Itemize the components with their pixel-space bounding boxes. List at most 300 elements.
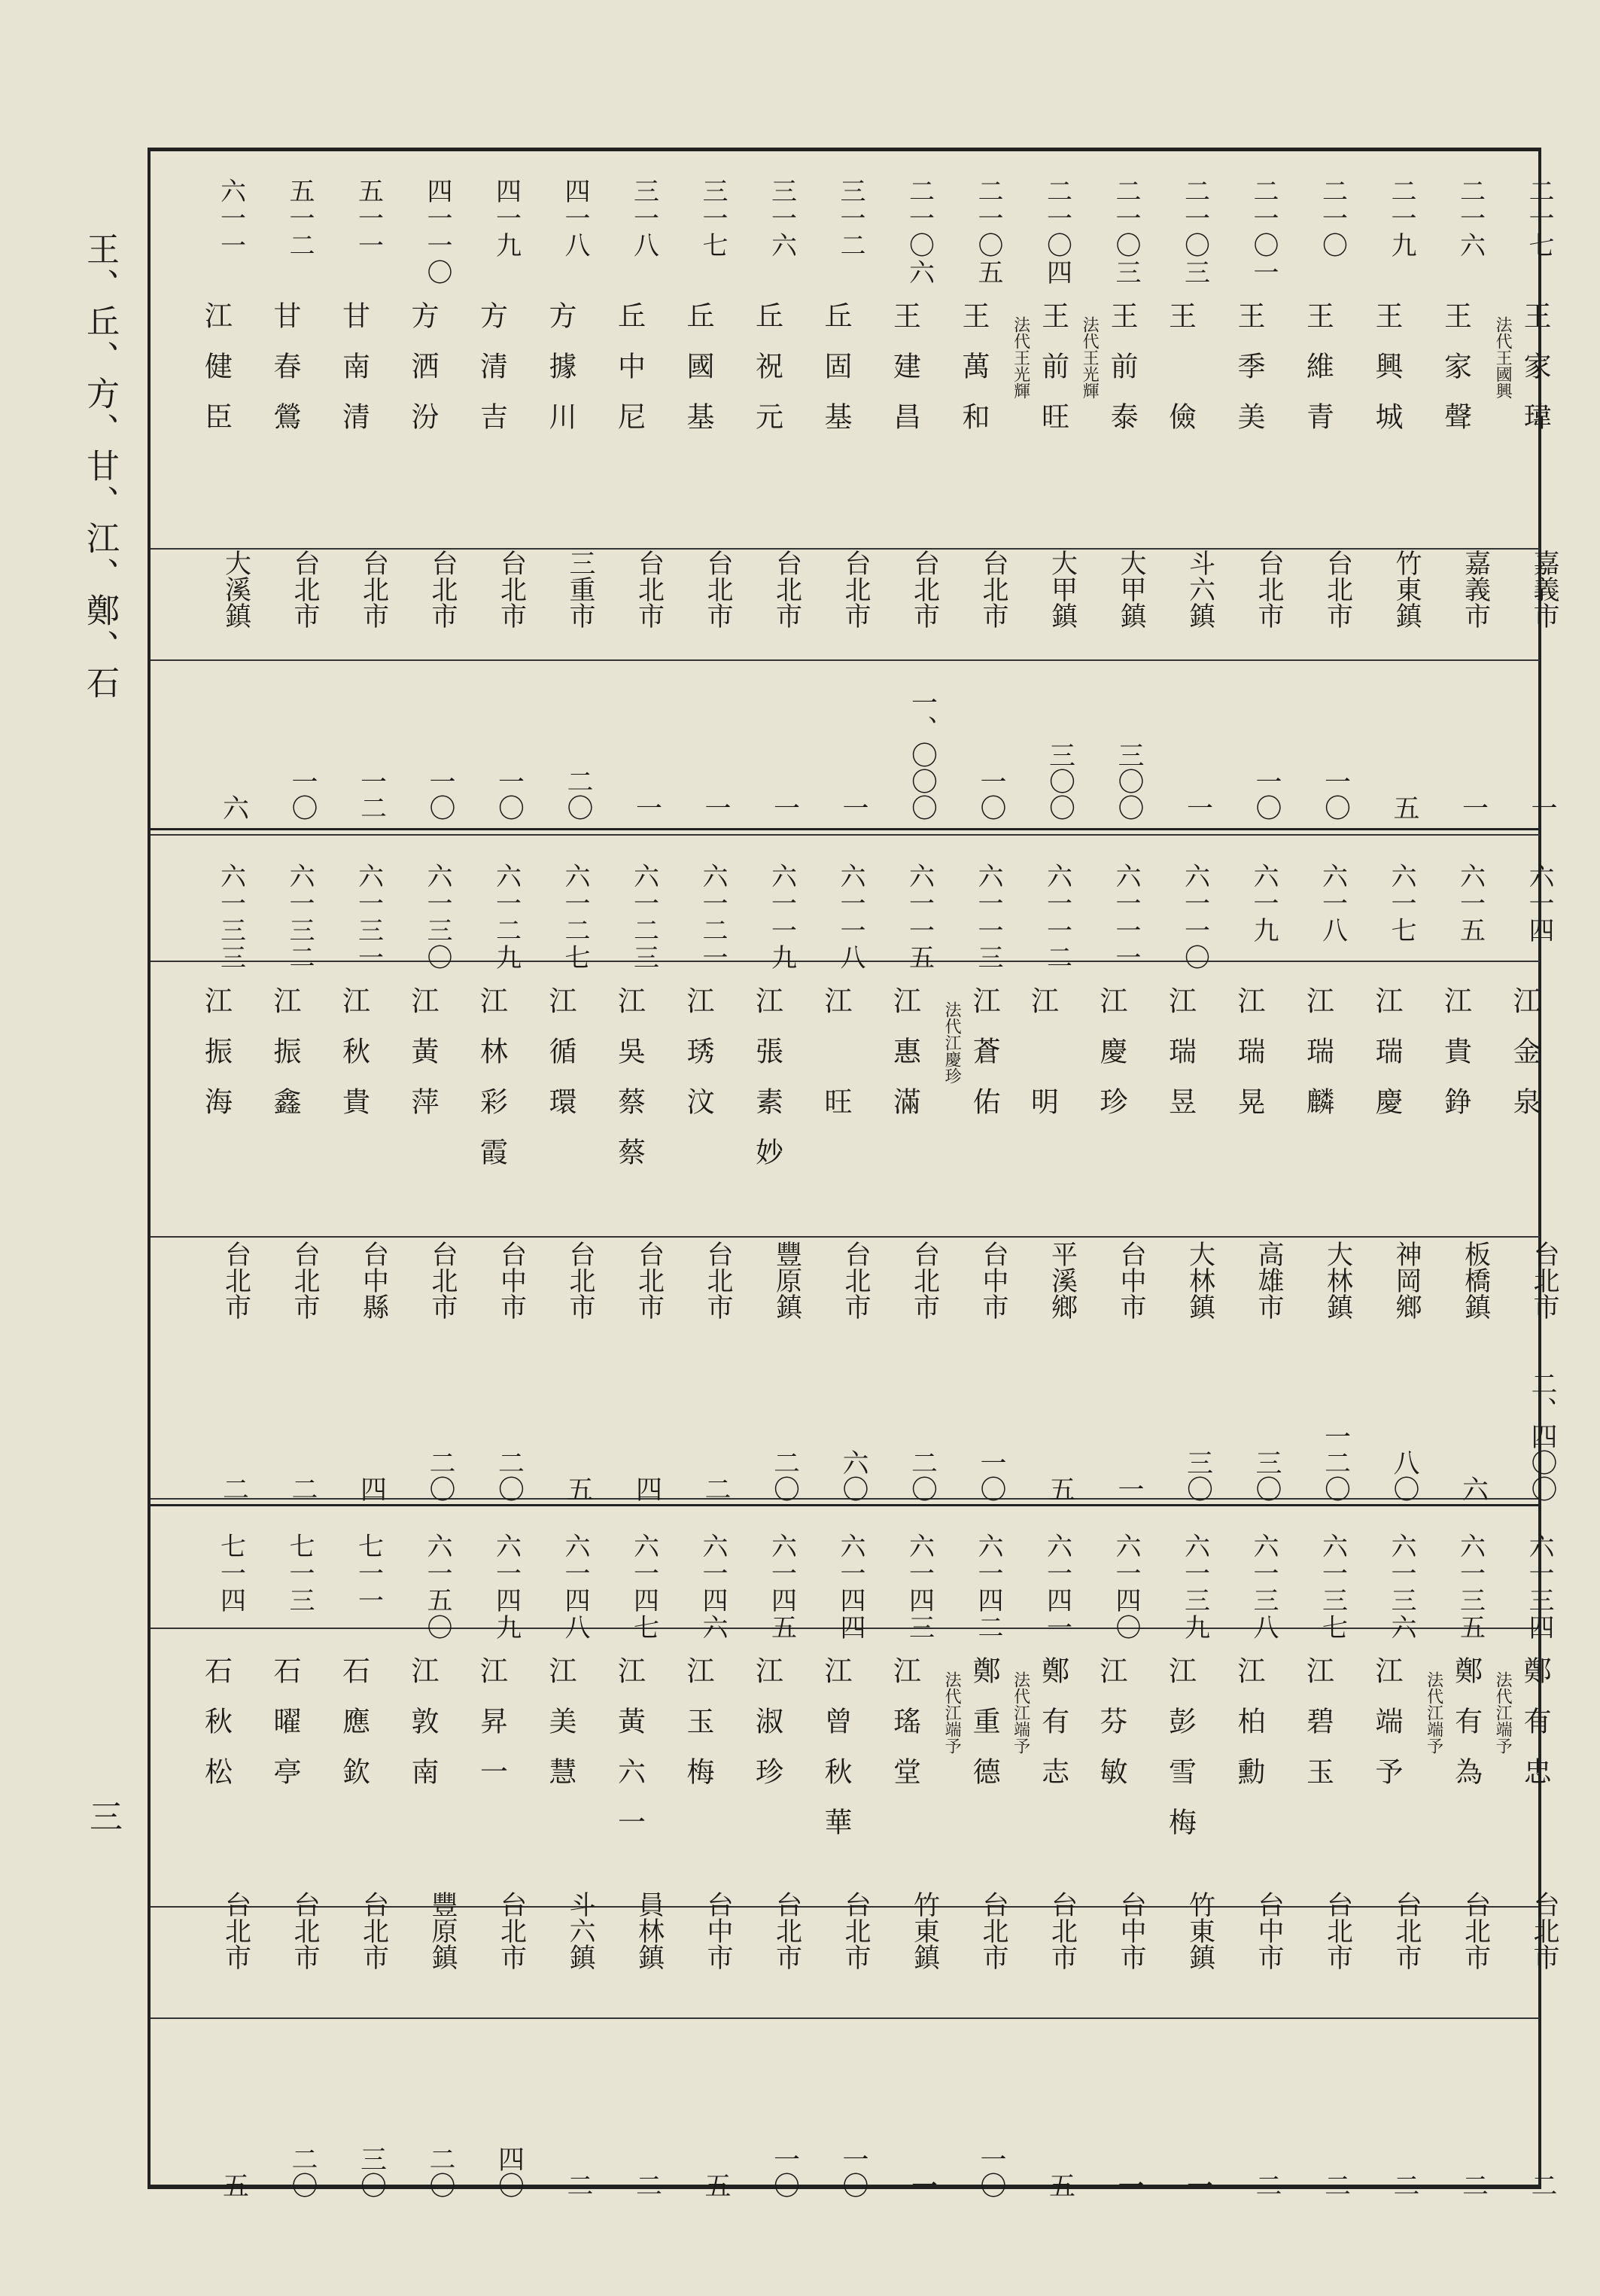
share-count: 二 [1320,2172,1351,2198]
table-row [1284,166,1353,821]
name-cell [251,986,318,1137]
share-count: 四〇 [494,2145,525,2198]
name-cell [320,986,388,1137]
share-count: 一二〇 [1320,1423,1351,1502]
holder-name: 江循環 [544,986,576,1137]
shares-cell [595,1242,663,1502]
holder-location: 台北市 [771,550,802,629]
name-cell [1215,301,1282,452]
shares-cell [1284,2040,1352,2198]
share-count: 一〇 [1320,768,1351,821]
row-id: 六一五 [1455,863,1486,944]
table-row [733,1521,802,2198]
holder-location: 斗六鎮 [565,1891,595,1970]
shares-cell [251,1242,318,1502]
row-id: 六一四三 [904,1533,935,1641]
table-row [1215,851,1284,1502]
name-cell [664,986,732,1137]
name-cell [526,301,594,452]
holder-location: 台北市 [634,550,665,629]
holder-name: 石曜亭 [269,1656,301,1807]
row-id: 二一九 [1386,178,1416,259]
holder-name: 王前旺 [1036,301,1069,452]
section-rule [151,828,1540,830]
name-cell [320,1656,388,1807]
name-cell [939,986,1007,1137]
legal-representative: 法代王光輝 [1011,316,1030,399]
holder-name: 江慶珍 [1095,986,1127,1137]
holder-name: 江蒼佑 [968,986,1001,1137]
name-cell [1008,1656,1076,1807]
row-id: 六一三一 [353,863,384,971]
holder-name: 王家瑋 [1519,301,1552,452]
holder-location: 台北市 [1047,1891,1078,1970]
name-cell [1077,986,1145,1137]
name-cell [251,1656,318,1807]
table-row [182,1521,251,2198]
name-cell [1352,986,1420,1137]
holder-name: 江黃萍 [406,986,439,1137]
row-id: 六一二一 [698,863,728,971]
name-cell [182,986,250,1137]
holder-location: 神岡鄉 [1392,1241,1422,1320]
holder-name: 王前泰 [1106,301,1139,452]
holder-name: 江振鑫 [269,986,301,1137]
table-row [1077,1521,1146,2198]
holder-location: 台北市 [1322,1891,1353,1970]
share-count: 四 [356,1475,387,1502]
shares-cell [1422,666,1489,821]
holder-location: 竹東鎮 [909,1891,940,1970]
table-row [388,166,458,821]
holder-name: 方洒汾 [406,301,439,452]
table-row [802,1521,871,2198]
table-row [1077,166,1146,821]
row-id: 六一三八 [1249,1533,1279,1641]
holder-location: 台北市 [221,1891,251,1970]
name-cell [182,301,250,452]
row-id: 六一四六 [698,1533,728,1641]
name-cell [526,1656,594,1807]
holder-location: 台北市 [290,550,320,629]
shares-cell [1008,666,1076,821]
shares-cell [182,2040,250,2198]
name-cell [388,301,456,452]
table-row [1422,166,1491,821]
table-row [939,851,1008,1502]
shares-cell [1284,1242,1352,1502]
holder-location: 台北市 [978,1891,1008,1970]
name-cell [1490,301,1558,452]
name-cell [1284,1656,1352,1807]
table-row [1077,851,1146,1502]
shares-cell [871,1242,938,1502]
row-id: 七一四 [215,1533,246,1614]
name-cell [733,301,801,452]
holder-name: 鄭重德 [968,1656,1001,1807]
holder-location: 台中縣 [358,1241,389,1320]
table-row [458,166,527,821]
holder-location: 大林鎮 [1185,1241,1215,1320]
legal-representative: 法代王國興 [1493,316,1513,399]
share-count: 一〇 [287,768,318,821]
holder-name: 江黃六一 [613,1656,646,1858]
table-row [388,1521,458,2198]
shares-cell [1215,1242,1282,1502]
shares-cell [388,2040,456,2198]
shares-cell [1008,2040,1076,2198]
holder-location: 台北市 [1529,1241,1559,1320]
holder-name: 方據川 [544,301,576,452]
share-count: 二〇 [425,1449,455,1502]
holder-name: 石秋松 [199,1656,233,1807]
share-count: 一 [1114,2172,1144,2198]
holder-name: 丘中尼 [613,301,646,452]
shares-cell [458,666,525,821]
share-count: 二 [631,2172,662,2198]
holder-location: 平溪鄉 [1047,1241,1078,1320]
holder-name: 江 旺 [820,986,852,1137]
row-id: 六一一二 [1042,863,1072,971]
share-count: 二 [1252,2172,1282,2198]
name-cell [526,986,594,1137]
table-row [182,166,251,821]
share-count: 一〇 [838,2145,868,2198]
shares-cell [1215,2040,1282,2198]
name-cell [320,301,388,452]
holder-name: 江林彩霞 [475,986,508,1188]
row-id: 二一〇三 [1179,178,1210,286]
holder-location: 台北市 [978,550,1008,629]
name-cell [1284,301,1352,452]
row-id: 六一一三 [973,863,1003,971]
shares-cell [1490,1242,1558,1502]
name-cell [871,301,938,452]
holder-location: 竹東鎮 [1392,550,1422,629]
name-cell [1422,301,1489,452]
row-id: 二一〇六 [904,178,935,286]
shares-cell [1077,1242,1145,1502]
table-row [458,1521,527,2198]
row-id: 七一三 [284,1533,315,1614]
shares-cell [871,2040,938,2198]
share-count: 一 [701,794,731,821]
holder-location: 斗六鎮 [1185,550,1215,629]
table-row [251,166,320,821]
row-id: 六一三七 [1317,1533,1348,1641]
row-id: 六一一五 [904,863,935,971]
share-count: 三〇 [1252,1449,1282,1502]
row-id: 六一九 [1249,863,1279,944]
table-row [526,851,595,1502]
name-cell [802,986,869,1137]
table-row [871,851,940,1502]
table-row [1490,851,1559,1502]
name-cell [1146,301,1214,452]
table-row [939,1521,1008,2198]
table-row [664,851,733,1502]
share-count: 一二 [356,768,387,821]
share-count: 三〇〇 [1045,741,1075,821]
holder-location: 台北市 [703,550,733,629]
share-count: 一 [1114,1475,1144,1502]
holder-name: 江振海 [199,986,233,1137]
holder-name: 江秋貴 [337,986,370,1137]
holder-name: 王維青 [1301,301,1334,452]
holder-name: 江敦南 [406,1656,439,1807]
name-cell [664,301,732,452]
row-id: 六一二三 [628,863,659,971]
holder-location: 台北市 [1392,1891,1422,1970]
row-id: 六一一九 [766,863,797,971]
table-row [595,851,665,1502]
share-count: 二 [287,1475,318,1502]
holder-name: 江瑞麟 [1301,986,1334,1137]
share-count: 二〇 [287,2145,318,2198]
table-row [1146,166,1215,821]
holder-location: 台北市 [1460,1891,1491,1970]
holder-location: 台北市 [427,550,458,629]
section-rule [151,1504,1540,1506]
row-id: 六一四九 [491,1533,522,1641]
name-cell [388,986,456,1137]
holder-location: 高雄市 [1254,1241,1284,1320]
holder-location: 台北市 [1322,550,1353,629]
holder-name: 江曾秋華 [820,1656,852,1858]
row-id: 五一二 [284,178,315,259]
holder-location: 台北市 [358,1891,389,1970]
row-id: 六一四五 [766,1533,797,1641]
share-count: 一〇 [976,768,1006,821]
row-id: 二一六 [1455,178,1486,259]
share-count: 二〇 [494,1449,525,1502]
shares-cell [388,1242,456,1502]
table-row [388,851,458,1502]
share-count: 五 [563,1475,593,1502]
shares-cell [664,666,732,821]
table-row [802,851,871,1502]
holder-location: 台北市 [1529,1891,1559,1970]
holder-name: 甘春鶯 [269,301,301,452]
holder-name: 江瑤堂 [888,1656,921,1807]
row-id: 六一三三 [215,863,246,971]
row-id: 六一八 [1317,863,1348,944]
table-row [871,1521,940,2198]
shares-cell [458,1242,525,1502]
holder-name: 王家聲 [1439,301,1472,452]
share-count: 二 [1527,2172,1557,2198]
share-count: 二〇 [907,1449,938,1502]
section-rule [151,834,1540,836]
share-count: 二 [563,2172,593,2198]
name-cell [1422,1656,1489,1807]
table-row [251,851,320,1502]
shares-cell [939,2040,1007,2198]
table-row [1008,1521,1078,2198]
name-cell [458,1656,525,1807]
name-cell [802,1656,869,1858]
name-cell [1215,986,1282,1137]
name-cell [871,1656,938,1807]
name-cell [664,1656,732,1807]
table-row [1146,851,1215,1502]
holder-name: 丘固基 [820,301,852,452]
row-id: 三一六 [766,178,797,259]
holder-location: 台北市 [909,1241,940,1320]
name-cell [939,301,1007,452]
share-count: 二〇 [769,1449,800,1502]
holder-name: 江碧玉 [1301,1656,1334,1807]
legal-representative: 法代江端予 [1493,1671,1513,1754]
share-count: 一〇 [425,768,455,821]
name-cell [939,1656,1007,1807]
holder-name: 江琇汶 [682,986,714,1137]
share-count: 五 [1045,2172,1075,2198]
row-id: 二一〇一 [1249,178,1279,286]
table-row [458,851,527,1502]
holder-location: 台北市 [909,550,940,629]
side-title [75,232,120,705]
shares-cell [458,2040,525,2198]
share-count: 一 [907,2172,938,2198]
shares-cell [1422,2040,1489,2198]
row-id: 六一三〇 [422,863,452,971]
table-row [1352,166,1422,821]
share-count: 五 [701,2172,731,2198]
shares-cell [1077,2040,1145,2198]
table-row [320,166,389,821]
shares-cell [939,666,1007,821]
holder-name: 丘國基 [682,301,714,452]
table-row [526,166,595,821]
name-cell [182,1656,250,1807]
row-id: 六一一一 [1111,863,1141,971]
holder-location: 台北市 [841,1891,871,1970]
share-count: 五 [218,2172,249,2198]
holder-name: 方清吉 [475,301,508,452]
shares-cell [320,666,388,821]
name-cell [871,986,938,1137]
name-cell [1146,986,1214,1137]
holder-name: 石應欽 [337,1656,370,1807]
table-row [1008,166,1078,821]
row-id: 三一八 [628,178,659,259]
row-id: 六一四七 [628,1533,659,1641]
share-count: 一〇 [976,1449,1006,1502]
holder-location: 大甲鎮 [1116,550,1146,629]
row-id: 六一二九 [491,863,522,971]
holder-location: 三重市 [565,550,595,629]
table-row [1490,166,1559,821]
holder-location: 嘉義市 [1460,550,1491,629]
share-count: 三〇 [1182,1449,1213,1502]
holder-location: 大溪鎮 [221,550,251,629]
row-id: 四一九 [491,178,522,259]
row-id: 六一三四 [1524,1533,1554,1641]
share-count: 二〇 [425,2145,455,2198]
row-id: 六一四一 [1042,1533,1072,1641]
row-id: 二一七 [1524,178,1554,259]
holder-location: 台中市 [703,1891,733,1970]
table-row [320,1521,389,2198]
row-id: 六一四二 [973,1533,1003,1641]
name-cell [733,1656,801,1807]
row-id: 七一一 [353,1533,384,1614]
shares-cell [1490,2040,1558,2198]
shares-cell [182,666,250,821]
holder-location: 竹東鎮 [1185,1891,1215,1970]
name-cell [1490,986,1558,1137]
name-cell [458,986,525,1188]
shares-cell [1284,666,1352,821]
holder-location: 嘉義市 [1529,550,1559,629]
share-count: 一〇 [769,2145,800,2198]
shares-cell [526,1242,594,1502]
holder-name: 鄭有志 [1036,1656,1069,1807]
row-id: 六一二七 [560,863,590,971]
holder-location: 台中市 [1116,1891,1146,1970]
holder-location: 豐原鎮 [771,1241,802,1320]
shares-cell [939,1242,1007,1502]
holder-location: 台北市 [841,550,871,629]
row-id: 六一一〇 [1179,863,1210,971]
row-id: 六一三五 [1455,1533,1486,1641]
holder-location: 台北市 [496,1891,527,1970]
shares-cell [733,2040,801,2198]
table-row [251,1521,320,2198]
name-cell [1008,986,1076,1137]
shares-cell [595,666,663,821]
shares-cell [1422,1242,1489,1502]
name-cell [251,301,318,452]
share-count: 一 [1182,794,1213,821]
holder-name: 江金泉 [1508,986,1541,1137]
holder-location: 台北市 [771,1891,802,1970]
holder-location: 台北市 [427,1241,458,1320]
holder-location: 台北市 [1254,550,1284,629]
name-cell [1215,1656,1282,1807]
shares-cell [1146,1242,1214,1502]
row-id: 六一一 [215,178,246,259]
holder-location: 員林鎮 [634,1891,665,1970]
shares-cell [320,1242,388,1502]
share-count: 二、四〇〇 [1527,1370,1557,1502]
table-row [526,1521,595,2198]
holder-name: 王建昌 [888,301,921,452]
holder-name: 王萬和 [957,301,990,452]
holder-location: 台北市 [358,550,389,629]
name-cell [1077,301,1145,452]
holder-name: 鄭有為 [1449,1656,1483,1807]
row-id: 六一四四 [835,1533,865,1641]
name-cell [1146,1656,1214,1858]
holder-location: 台北市 [703,1241,733,1320]
holder-name: 江 明 [1026,986,1059,1137]
holder-location: 台北市 [221,1241,251,1320]
holder-location: 台中市 [496,1241,527,1320]
name-cell [458,301,525,452]
share-count: 二 [1389,2172,1419,2198]
shares-cell [733,666,801,821]
holder-name: 江貴錚 [1439,986,1472,1137]
shares-cell [802,666,869,821]
row-id: 六一七 [1386,863,1416,944]
holder-name: 江瑞慶 [1370,986,1403,1137]
shares-cell [802,1242,869,1502]
shares-cell [733,1242,801,1502]
name-cell [1422,986,1489,1137]
table-row [1422,851,1491,1502]
